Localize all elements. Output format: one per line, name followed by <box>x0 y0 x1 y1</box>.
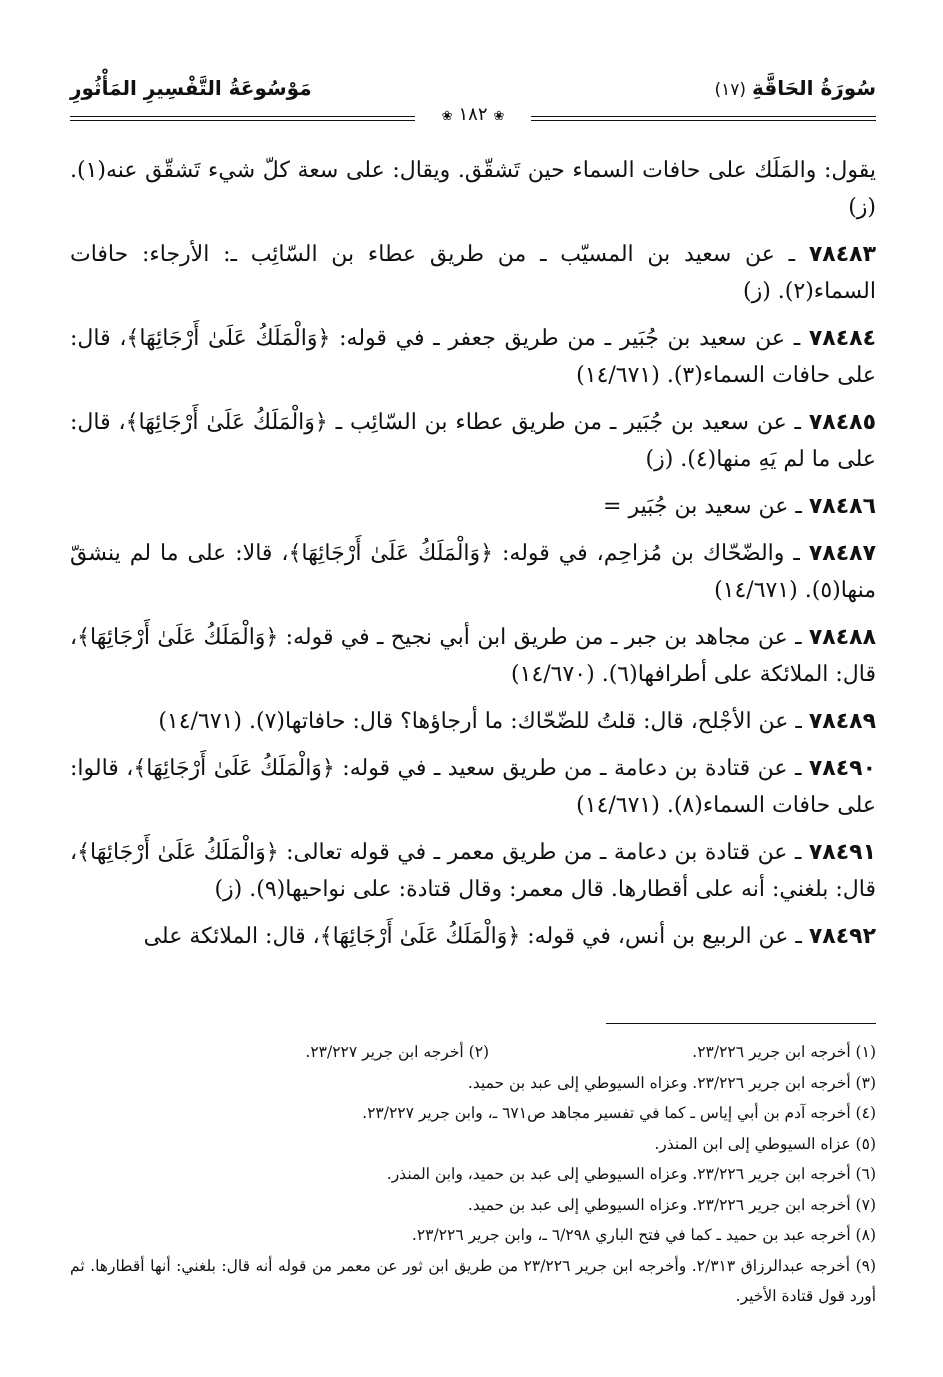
paragraph: ٧٨٤٨٦ ـ عن سعيد بن جُبَير = <box>603 494 876 519</box>
page <box>70 70 876 1305</box>
footnote: (٧) أخرجه ابن جرير ٢٣/٢٢٦. وعزاه السيوطي إلى عبد بن حميد. <box>467 1195 876 1214</box>
paragraph: ٧٨٤٨٨ ـ عن مجاهد بن جبر ـ من طريق ابن أبي نجيح ـ في قوله: ﴿وَالْمَلَكُ عَلَىٰ أَرْجَائِهَا﴾، قال: الملائكة على أطرافها(٦). (١٤/٦٧٠) <box>70 625 876 687</box>
athar-number: ٧٨٤٩٠ <box>808 756 876 781</box>
athar-number: ٧٨٤٨٤ <box>808 326 876 351</box>
paragraph: ٧٨٤٨٣ ـ عن سعيد بن المسيّب ـ من طريق عطاء بن السّائِب ـ: الأرجاء: حافات السماء(٢). (ز) <box>70 242 876 304</box>
footnotes <box>70 1037 876 1312</box>
running-header <box>70 70 876 125</box>
paragraph: ٧٨٤٨٩ ـ عن الأجْلح، قال: قلتُ للضّحّاك: ما أرجاؤها؟ قال: حافاتها(٧). (١٤/٦٧١) <box>158 709 876 734</box>
paragraph: ٧٨٤٨٧ ـ والضّحّاك بن مُزاحِم، في قوله: ﴿وَالْمَلَكُ عَلَىٰ أَرْجَائِهَا﴾، قالا: على ما لم ينشقّ منها(٥). (١٤/٦٧١) <box>70 541 876 603</box>
surah-number: (١٧) <box>714 80 746 100</box>
athar-number: ٧٨٤٩١ <box>808 840 876 865</box>
footnote: (٦) أخرجه ابن جرير ٢٣/٢٢٦. وعزاه السيوطي إلى عبد بن حميد، وابن المنذر. <box>386 1165 876 1183</box>
ornament-icon: ❀ <box>493 109 505 124</box>
paragraph: ٧٨٤٨٤ ـ عن سعيد بن جُبَير ـ من طريق جعفر ـ في قوله: ﴿وَالْمَلَكُ عَلَىٰ أَرْجَائِهَا﴾، قال: على حافات السماء(٣). (١٤/٦٧١) <box>70 326 876 388</box>
surah-title: سُورَةُ الحَاقَّةِ <box>751 76 876 100</box>
book-title: مَوْسُوعَةُ التَّفْسِيرِ المَأْثُورِ <box>70 76 312 100</box>
footnote: (٩) أخرجه عبدالرزاق ٢/٣١٣. وأخرجه ابن جرير ٢٣/٢٢٦ من طريق ابن ثور عن معمر من قوله أنه قال: بلغني: أنها أقطارها. ثم أورد قول قتادة الأخير. <box>70 1256 876 1305</box>
athar-number: ٧٨٤٨٣ <box>808 242 876 267</box>
footnote-divider <box>606 1023 876 1024</box>
footnote: (٨) أخرجه عبد بن حميد ـ كما في فتح الباري ٦/٢٩٨ ـ، وابن جرير ٢٣/٢٢٦. <box>411 1226 876 1244</box>
athar-number: ٧٨٤٨٧ <box>808 541 876 566</box>
footnote: (٢) أخرجه ابن جرير ٢٣/٢٢٧. <box>305 1043 490 1061</box>
surah-heading <box>714 76 876 100</box>
header-rule-left <box>70 116 415 121</box>
footnote: (١) أخرجه ابن جرير ٢٣/٢٢٦. <box>692 1043 876 1061</box>
paragraph: ٧٨٤٩١ ـ عن قتادة بن دعامة ـ من طريق معمر ـ في قوله تعالى: ﴿وَالْمَلَكُ عَلَىٰ أَرْجَائِهَا﴾، قال: بلغني: أنه على أقطارها. قال معمر: وقال قتادة: على نواحيها(٩). (ز) <box>70 840 876 902</box>
footnote: (٤) أخرجه آدم بن أبي إياس ـ كما في تفسير مجاهد ص٦٧١ ـ، وابن جرير ٢٣/٢٢٧. <box>362 1104 876 1122</box>
athar-number: ٧٨٤٨٥ <box>808 410 876 435</box>
page-number-text: ١٨٢ <box>458 104 488 125</box>
paragraph: ٧٨٤٨٥ ـ عن سعيد بن جُبَير ـ من طريق عطاء بن السّائِب ـ ﴿وَالْمَلَكُ عَلَىٰ أَرْجَائِهَا﴾، قال: على ما لم يَهِ منها(٤). (ز) <box>70 410 876 472</box>
footnote: (٣) أخرجه ابن جرير ٢٣/٢٢٦. وعزاه السيوطي إلى عبد بن حميد. <box>467 1073 876 1092</box>
paragraph: يقول: والمَلَك على حافات السماء حين تَشقّق. ويقال: على سعة كلّ شيء تَشقّق عنه(١). (ز) <box>70 158 876 220</box>
header-rule-right <box>531 116 876 121</box>
paragraph: ٧٨٤٩٠ ـ عن قتادة بن دعامة ـ من طريق سعيد ـ في قوله: ﴿وَالْمَلَكُ عَلَىٰ أَرْجَائِهَا﴾، قالوا: على حافات السماء(٨). (١٤/٦٧١) <box>70 756 876 818</box>
athar-number: ٧٨٤٩٢ <box>808 924 876 949</box>
footnote-row <box>70 1037 876 1068</box>
athar-number: ٧٨٤٨٨ <box>808 625 876 650</box>
paragraph: ٧٨٤٩٢ ـ عن الربيع بن أنس، في قوله: ﴿وَالْمَلَكُ عَلَىٰ أَرْجَائِهَا﴾، قال: الملائكة على <box>143 924 876 949</box>
footnote: (٥) عزاه السيوطي إلى ابن المنذر. <box>654 1134 876 1153</box>
main-text <box>70 152 876 965</box>
page-number <box>436 104 511 125</box>
athar-number: ٧٨٤٨٩ <box>808 709 876 734</box>
athar-number: ٧٨٤٨٦ <box>808 494 876 519</box>
ornament-icon: ❀ <box>441 109 453 124</box>
